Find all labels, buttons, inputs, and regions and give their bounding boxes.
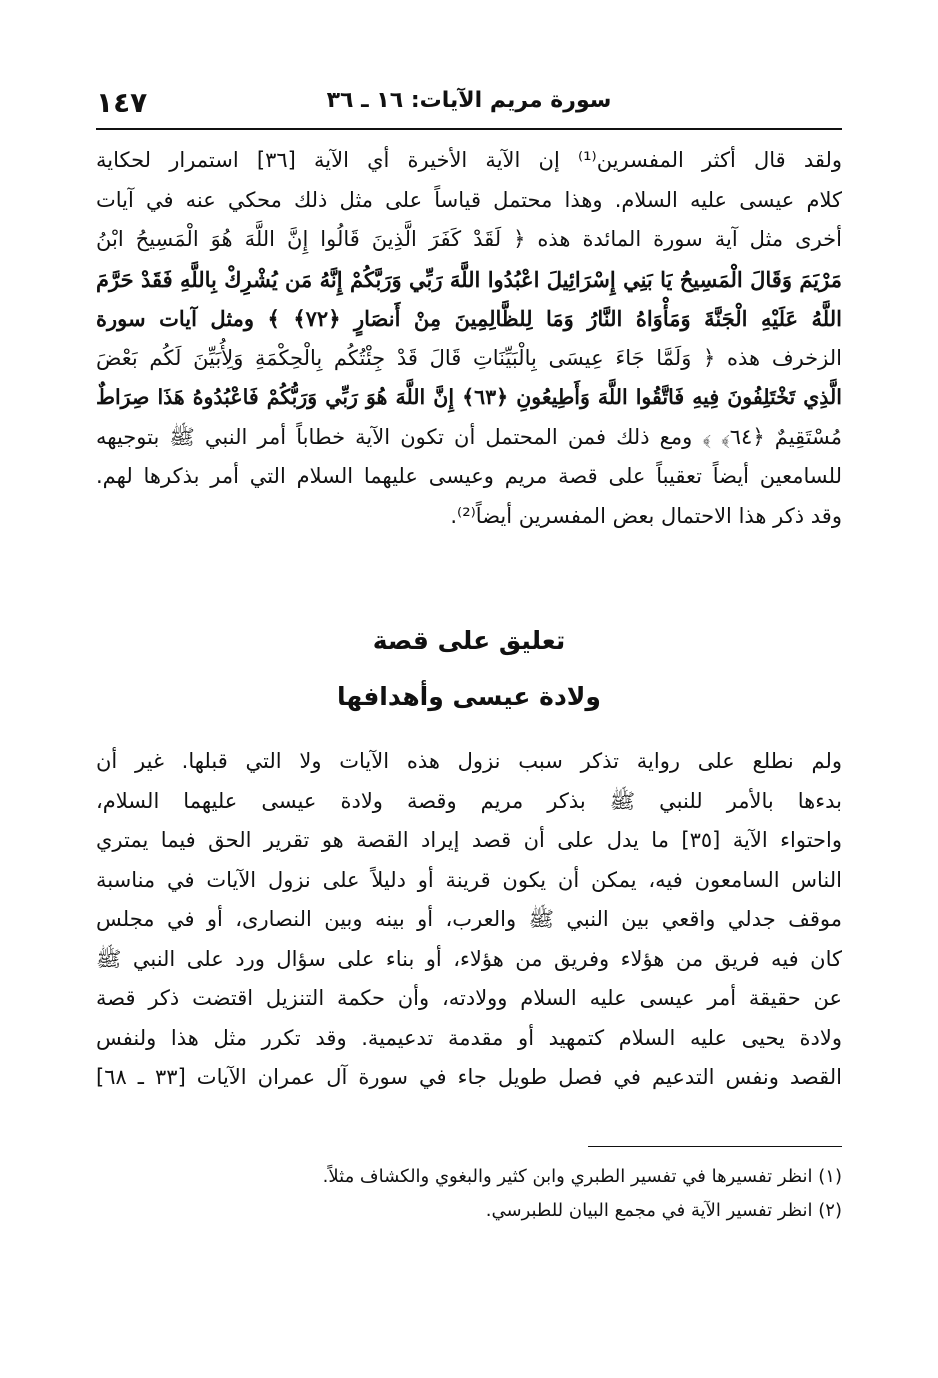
section-subheading: ولادة عيسى وأهدافها xyxy=(337,682,601,711)
footnote-1: (١) انظر تفسيرها في تفسير الطبري وابن كثير والبغوي والكشاف مثلاً. xyxy=(322,1166,842,1187)
text-line: عن حقيقة أمر عيسى عليه السلام وولادته، وأن حكمة التنزيل اقتضت ذكر قصة xyxy=(96,986,842,1010)
text-line: ولادة يحيى عليه السلام كتمهيد أو مقدمة تدعيمية. وقد تكرر مثل هذا ولنفس xyxy=(96,1025,842,1050)
paragraph-2 xyxy=(96,742,842,1098)
text-line: ولقد قال أكثر المفسرين⁽¹⁾ إن الآية الأخيرة أي الآية [٣٦] استمرار لحكاية xyxy=(96,148,843,172)
page-header xyxy=(96,84,842,124)
text-line: الناس السامعون فيه، يمكن أن يكون قرينة أو دليلاً على نزول الآيات في مناسبة xyxy=(96,867,842,892)
footnotes xyxy=(96,1160,842,1228)
text-line: موقف جدلي واقعي بين النبي ﷺ والعرب، أو بينه وبين النصارى، أو في مجلس xyxy=(96,907,842,931)
text-line: كلام عيسى عليه السلام. وهذا محتمل قياساً على مثل ذلك محكي عنه في آيات xyxy=(96,187,842,212)
text-line: القصد ونفس التدعيم في فصل طويل جاء في سورة آل عمران الآيات [٣٣ ـ ٦٨] xyxy=(96,1065,842,1089)
text-line: وقد ذكر هذا الاحتمال بعض المفسرين أيضاً⁽²⁾. xyxy=(450,503,842,528)
text-line: كان فيه فريق من هؤلاء وفريق من هؤلاء، أو بناء على سؤال ورد على النبي ﷺ xyxy=(96,946,842,971)
quran-verse-line: الَّذِي تَخْتَلِفُونَ فِيهِ فَاتَّقُوا اللَّهَ وَأَطِيعُونِ ﴿٦٣﴾ إِنَّ اللَّهَ هُوَ رَبِّي وَرَبُّكُمْ فَاعْبُدُوهُ هَذَا صِرَاطٌ xyxy=(96,385,842,409)
header-rule xyxy=(96,128,842,130)
text-line: الزخرف هذه ﴿ وَلَمَّا جَاءَ عِيسَى بِالْبَيِّنَاتِ قَالَ قَدْ جِئْتُكُم بِالْحِكْمَةِ وَلِأُبَيِّنَ لَكُم بَعْضَ xyxy=(96,345,842,370)
quran-verse-line: مَرْيَمَ وَقَالَ الْمَسِيحُ يَا بَنِي إِسْرَائِيلَ اعْبُدُوا اللَّهَ رَبِّي وَرَبَّكُمْ إِنَّهُ مَن يُشْرِكْ بِاللَّهِ فَقَدْ حَرَّمَ xyxy=(96,266,842,292)
footnote-rule xyxy=(588,1146,842,1147)
paragraph-1 xyxy=(96,141,842,536)
quran-verse-line: اللَّهُ عَلَيْهِ الْجَنَّةَ وَمَأْوَاهُ النَّارُ وَمَا لِلظَّالِمِينَ مِنْ أَنصَارٍ ﴿٧٢﴾ ﴾ ومثل آيات سورة xyxy=(96,306,842,331)
section-heading: تعليق على قصة xyxy=(372,626,566,655)
text-line: واحتواء الآية [٣٥] ما يدل على أن قصد إيراد القصة هو تقرير الحق فيما يمتري xyxy=(96,828,842,852)
text-line: أخرى مثل آية سورة المائدة هذه ﴿ لَقَدْ كَفَرَ الَّذِينَ قَالُوا إِنَّ اللَّهَ هُوَ الْمَسِيحُ ابْنُ xyxy=(96,227,842,251)
footnote-2: (٢) انظر تفسير الآية في مجمع البيان للطبرسي. xyxy=(485,1200,842,1221)
text-line: مُسْتَقِيمٌ ﴿٦٤﴾ ﴾ ومع ذلك فمن المحتمل أن تكون الآية خطاباً أمر النبي ﷺ بتوجيهه xyxy=(96,424,842,449)
text-line: للسامعين أيضاً تعقيباً على قصة مريم وعيسى عليهما السلام التي أمر بذكرها لهم. xyxy=(96,464,842,488)
page-number: ١٤٧ xyxy=(96,86,148,119)
text-line: بدءها بالأمر للنبي ﷺ بذكر مريم وقصة ولادة عيسى عليهما السلام، xyxy=(96,788,842,813)
text-line: ولم نطلع على رواية تذكر سبب نزول هذه الآيات ولا التي قبلها. غير أن xyxy=(96,749,842,773)
running-title: سورة مريم الآيات: ١٦ ـ ٣٦ xyxy=(326,88,612,113)
